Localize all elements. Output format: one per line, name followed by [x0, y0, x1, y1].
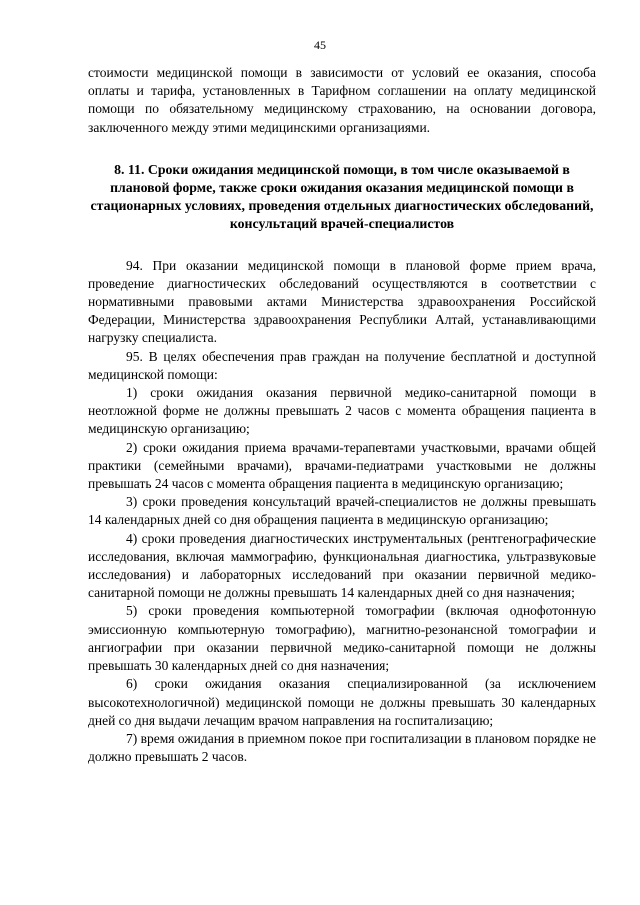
list-item-6: 6) сроки ожидания оказания специализированной (за исключением высокотехнологичной) медицинской помощи не должны превышать 30 календарных дней со дня выдачи лечащим врачом направления на госпитализацию; [88, 676, 596, 728]
list-item-3: 3) сроки проведения консультаций врачей-специалистов не должны превышать 14 календарных дней со дня обращения пациента в медицинскую организацию; [88, 494, 596, 528]
list-item-2: 2) сроки ожидания приема врачами-терапевтами участковыми, врачами общей практики (семейными врачами), врачами-педиатрами участковыми не должны превышать 24 часов с момента обращения пациента в медицинскую организацию; [88, 439, 596, 492]
document-body [88, 64, 596, 766]
paragraph-95: 95. В целях обеспечения прав граждан на получение бесплатной и доступной медицинской помощи: [88, 348, 596, 382]
page-number: 45 [314, 38, 326, 52]
list-item-1: 1) сроки ожидания оказания первичной медико-санитарной помощи в неотложной форме не должны превышать 2 часов с момента обращения пациента в медицинскую организацию; [88, 385, 596, 437]
intro-paragraph: стоимости медицинской помощи в зависимости от условий ее оказания, способа оплаты и тарифа, установленных в Тарифном соглашении на оплату медицинской помощи по обязательному медицинскому страхованию, на основании договора, заключенного между этими медицинскими организациями. [88, 65, 596, 135]
list-item-5: 5) сроки проведения компьютерной томографии (включая однофотонную эмиссионную компьютерную томографию), магнитно-резонансной томографии и ангиографии при оказании первичной медико-санитарной помощи не должны превышать 30 календарных дней со дня назначения; [88, 603, 596, 674]
paragraph-94: 94. При оказании медицинской помощи в плановой форме прием врача, проведение диагностических обследований осуществляются в соответствии с нормативными правовыми актами Министерства здравоохранения Российской Федерации, Министерства здравоохранения Республики Алтай, устанавливающими нагрузку специалиста. [88, 257, 596, 346]
list-item-4: 4) сроки проведения диагностических инструментальных (рентгенографические исследования, включая маммографию, функциональная диагностика, ультразвуковые исследования) и лабораторных исследований при оказании первичной медико-санитарной помощи не должны превышать 14 календарных дней со дня назначения; [88, 530, 596, 601]
list-item-7: 7) время ожидания в приемном покое при госпитализации в плановом порядке не должно превышать 2 часов. [88, 730, 596, 765]
section-heading: 8. 11. Сроки ожидания медицинской помощи, в том числе оказываемой в плановой форме, также сроки ожидания оказания медицинской помощи в стационарных условиях, проведения отдельных диагностических обследований, консультаций врачей-специалистов [90, 161, 594, 232]
